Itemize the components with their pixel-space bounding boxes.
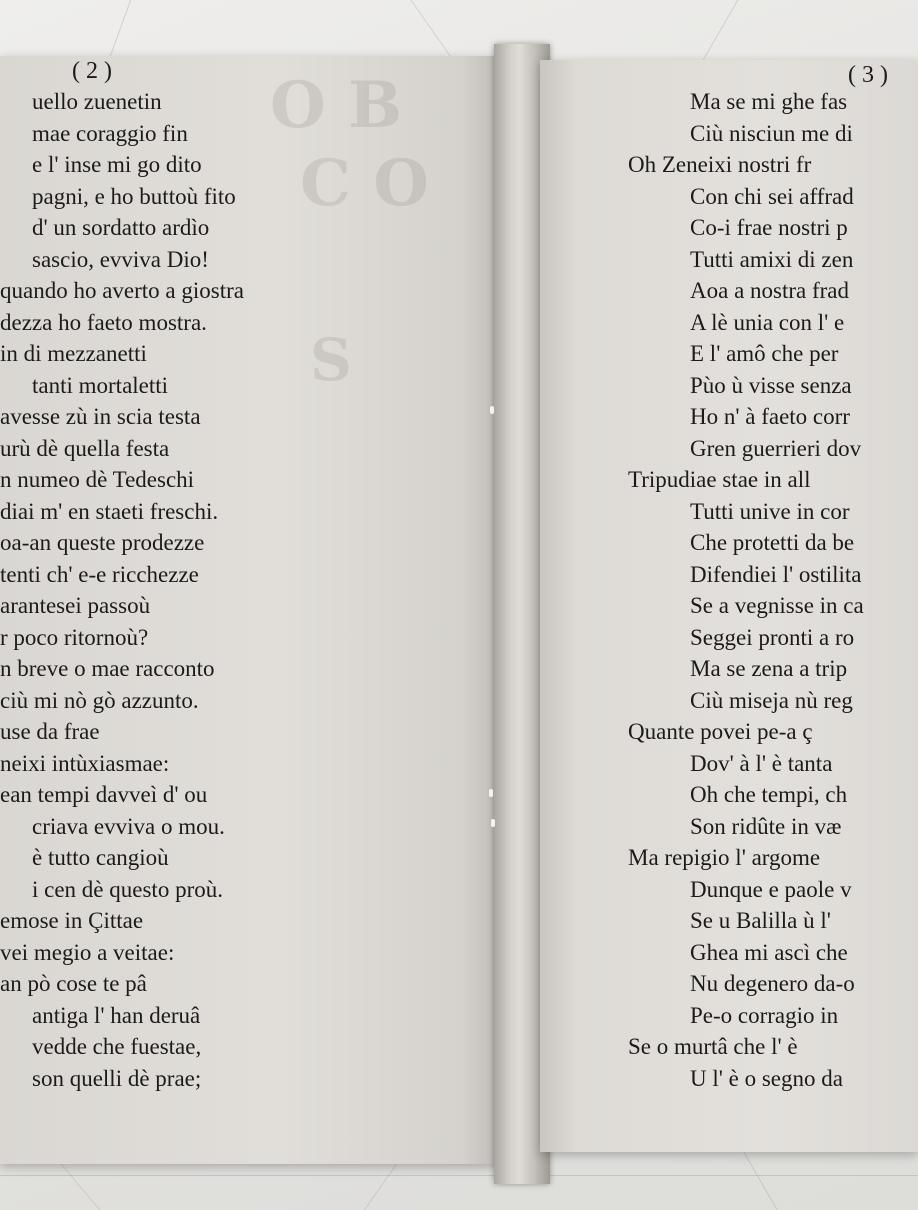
verse-line: arantesei passoù: [0, 593, 151, 618]
verse-line: E l' amô che per: [690, 341, 839, 366]
verse-line: ean tempi davveì d' ou: [0, 782, 208, 807]
verse-line: neixi intùxiasmae:: [0, 750, 170, 776]
stitch-hole: [490, 406, 494, 414]
verse-line: urù dè quella festa: [0, 435, 170, 461]
verse-line: Dov' à l' è tanta: [690, 750, 833, 776]
stitch-hole: [489, 789, 493, 797]
left-page-text: [0, 86, 244, 1094]
verse-line: avesse zù in scia testa: [0, 404, 201, 429]
verse-line: diai m' en staeti freschi.: [0, 498, 219, 524]
verse-line: sascio, evviva Dio!: [32, 246, 209, 272]
verse-line: tanti mortaletti: [32, 372, 169, 398]
verse-line: pagni, e ho buttoù fito: [32, 183, 236, 209]
verse-line: n breve o mae racconto: [0, 656, 215, 681]
verse-line: emose in Çittae: [0, 908, 144, 933]
verse-line: uello zuenetin: [32, 89, 162, 114]
verse-line: Ciù nisciun me di: [690, 120, 853, 146]
verse-line: n numeo dè Tedeschi: [0, 467, 195, 492]
tile-seam: [410, 0, 450, 56]
tile-seam: [61, 1164, 101, 1210]
verse-line: ciù mi nò gò azzunto.: [0, 687, 199, 713]
verse-line: Aoa a nostra frad: [690, 278, 850, 303]
tile-seam: [364, 1164, 397, 1210]
bleed-through-glyph: C O: [300, 146, 429, 221]
verse-line: dezza ho faeto mostra.: [0, 309, 207, 335]
verse-line: vedde che fuestae,: [32, 1034, 202, 1059]
tile-seam: [703, 0, 739, 60]
verse-line: quando ho averto a giostra: [0, 278, 244, 303]
verse-line: son quelli dè prae;: [32, 1065, 202, 1091]
left-page: [0, 56, 502, 1164]
verse-line: criava evviva o mou.: [32, 813, 225, 839]
verse-line: Oh che tempi, ch: [690, 782, 848, 807]
verse-line: Nu degenero da-o: [690, 971, 855, 996]
verse-line: U l' è o segno da: [690, 1065, 843, 1091]
verse-line: e l' inse mi go dito: [32, 152, 202, 177]
verse-line: Gren guerrieri dov: [690, 435, 862, 461]
verse-line: i cen dè questo proù.: [32, 876, 223, 902]
verse-line: Se u Balilla ù l': [690, 908, 831, 933]
verse-line: an pò cose te pâ: [0, 971, 147, 996]
verse-line: oa-an queste prodezze: [0, 530, 205, 555]
verse-line: Co-i frae nostri p: [690, 215, 848, 240]
verse-line: è tutto cangioù: [32, 845, 169, 870]
verse-line: Ma se mi ghe fas: [690, 89, 848, 114]
verse-line: d' un sordatto ardìo: [32, 215, 210, 240]
verse-line: Pùo ù visse senza: [690, 372, 852, 398]
verse-line: mae coraggio fin: [32, 120, 188, 146]
verse-line: Difendiei l' ostilita: [690, 561, 862, 587]
verse-line: Tutti amixi di zen: [690, 246, 854, 272]
verse-line: tenti ch' e-e ricchezze: [0, 561, 199, 587]
verse-line: Tutti unive in cor: [690, 498, 850, 524]
verse-line: Che protetti da be: [690, 530, 855, 555]
verse-line: Son ridûte in væ: [690, 813, 842, 839]
verse-line: use da frae: [0, 719, 100, 744]
bleed-through-glyph: O B: [270, 68, 403, 143]
verse-line: Tripudiae stae in all: [628, 467, 811, 492]
verse-line: Oh Zeneixi nostri fr: [628, 152, 812, 177]
verse-line: vei megio a veitae:: [0, 939, 175, 965]
verse-line: Quante povei pe-a ç: [628, 719, 813, 744]
verse-line: Ghea mi ascì che: [690, 939, 848, 965]
verse-line: Se a vegnisse in ca: [690, 593, 864, 618]
tile-seam: [743, 1152, 777, 1210]
verse-line: Seggei pronti a ro: [690, 624, 855, 650]
verse-line: Pe-o corragio in: [690, 1002, 839, 1028]
right-page-text: [628, 86, 864, 1094]
verse-line: r poco ritornoù?: [0, 624, 149, 650]
stitch-hole: [491, 819, 495, 827]
verse-line: Con chi sei affrad: [690, 183, 854, 209]
verse-line: Ciù miseja nù reg: [690, 687, 853, 713]
verse-line: Dunque e paole v: [690, 876, 852, 902]
page-number: ( 3 ): [848, 62, 888, 88]
verse-line: Ma repigio l' argome: [628, 845, 821, 870]
verse-line: Ma se zena a trip: [690, 656, 848, 681]
verse-line: antiga l' han deruâ: [32, 1002, 201, 1028]
right-page: [540, 60, 918, 1152]
verse-line: Ho n' à faeto corr: [690, 404, 850, 429]
verse-line: in di mezzanetti: [0, 341, 147, 366]
tile-seam: [0, 1175, 918, 1176]
verse-line: Se o murtâ che l' è: [628, 1034, 798, 1059]
verse-line: A lè unia con l' e: [690, 309, 845, 335]
page-number: ( 2 ): [72, 58, 112, 84]
tile-seam: [110, 0, 131, 56]
bleed-through-glyph: S: [310, 326, 352, 394]
